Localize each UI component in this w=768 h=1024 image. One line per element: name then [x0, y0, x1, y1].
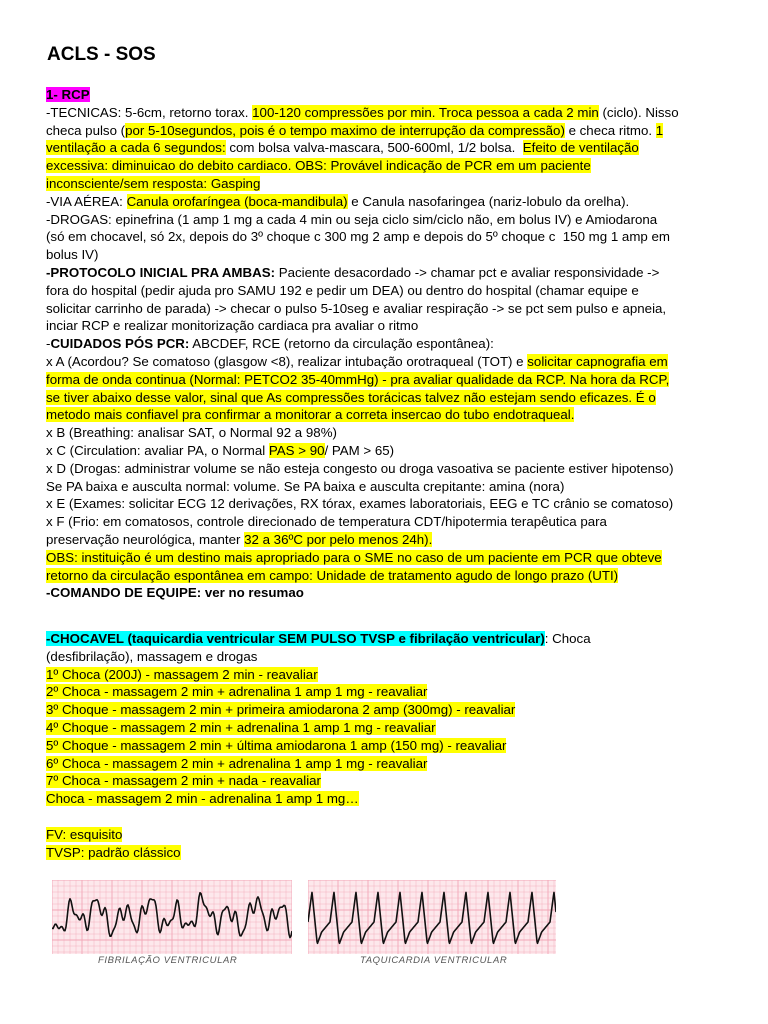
rcp-line [46, 264, 726, 282]
rcp-line [46, 193, 726, 211]
rcp-text-run: 1 [655, 122, 664, 138]
chocavel-text-run: 1º Choca (200J) - massagem 2 min - reavaliar [46, 666, 318, 682]
rcp-line [46, 531, 726, 549]
rcp-text-run: (ciclo). Nisso [598, 104, 679, 120]
rcp-line [46, 246, 726, 264]
rcp-text-run: e checa ritmo. [564, 122, 656, 138]
rcp-line [46, 282, 726, 300]
rcp-text-run: x B (Breathing: analisar SAT, o Normal 92 a 98%) [46, 425, 337, 441]
rcp-line [46, 353, 726, 371]
rcp-text-run: solicitar carrinho de parada) -> checar o pulso 5-10seg e avaliar respiração -> se pct sem pulso e apneia, [46, 300, 667, 316]
rcp-text-run: PAS > 90 [268, 442, 325, 458]
rcp-line [46, 371, 726, 389]
chocavel-text-run: 3º Choque - massagem 2 min + primeira amiodarona 2 amp (300mg) - reavaliar [46, 702, 516, 718]
rcp-text-run: x D (Drogas: administrar volume se não esteja congesto ou droga vasoativa se paciente estiver hipotenso) [46, 460, 674, 476]
chocavel-text-run: Choca - massagem 2 min - adrenalina 1 amp 1 mg… [46, 791, 359, 807]
chocavel-text-run: 4º Choque - massagem 2 min + adrenalina 1 amp 1 mg - reavaliar [46, 719, 436, 735]
rcp-text-run: -TECNICAS: 5-6cm, retorno torax. [46, 104, 253, 120]
rcp-line [46, 495, 726, 513]
rcp-text-run: com bolsa valva-mascara, 500-600ml, 1/2 bolsa. [225, 140, 523, 156]
rcp-line [46, 139, 726, 157]
rcp-line [46, 157, 726, 175]
chocavel-text-run: -CHOCAVEL (taquicardia ventricular SEM PULSO TVSP e fibrilação ventricular) [46, 631, 545, 646]
rcp-text-run: Se PA baixa e ausculta normal: volume. Se PA baixa e ausculta crepitante: amina (nora) [46, 478, 565, 494]
chocavel-line [46, 737, 726, 755]
chocavel-line [46, 755, 726, 773]
rcp-text-run: checa pulso ( [46, 122, 126, 138]
chocavel-text-run: 6º Choca - massagem 2 min + adrenalina 1 amp 1 mg - reavaliar [46, 755, 428, 771]
rcp-line [46, 86, 726, 104]
rcp-text-run: excessiva: diminuicao do debito cardiaco. OBS: Provável indicação de PCR em um paciente [46, 158, 591, 174]
tv-ecg-strip [308, 880, 556, 954]
rcp-text-run: -COMANDO DE EQUIPE: ver no resumao [46, 585, 304, 601]
rcp-text-run: inciar RCP e realizar monitorização cardiaca pra avaliar o ritmo [46, 318, 419, 334]
rcp-text-run: -PROTOCOLO INICIAL PRA AMBAS: [46, 264, 276, 280]
ecg-grid-lines [52, 880, 292, 954]
rcp-text-run: 1- RCP [46, 87, 90, 102]
rcp-line [46, 175, 726, 193]
rcp-line [46, 211, 726, 229]
rcp-line [46, 442, 726, 460]
rcp-line [46, 513, 726, 531]
rcp-line [46, 317, 726, 335]
chocavel-line [46, 683, 726, 701]
chocavel-line [46, 844, 726, 862]
chocavel-line [46, 630, 726, 648]
chocavel-line [46, 808, 726, 826]
chocavel-line [46, 790, 726, 808]
rcp-text-run: / PAM > 65) [324, 442, 395, 458]
rcp-line [46, 406, 726, 424]
rcp-text-run: -DROGAS: epinefrina (1 amp 1 mg a cada 4 min ou seja ciclo sim/ciclo não, em bolus IV) e Amiodarona [46, 211, 658, 227]
rcp-line [46, 300, 726, 318]
rcp-line [46, 335, 726, 353]
rcp-text-run: x E (Exames: solicitar ECG 12 derivações, RX tórax, exames laboratoriais, EEG e TC crânio se comatoso) [46, 496, 674, 512]
rcp-line [46, 122, 726, 140]
fv-ecg-figure [52, 880, 292, 966]
rcp-text-run: bolus IV) [46, 247, 99, 263]
rcp-line [46, 228, 726, 246]
chocavel-text-run: FV: esquisito [46, 826, 123, 842]
chocavel-text-run: 7º Choca - massagem 2 min + nada - reavaliar [46, 773, 321, 789]
chocavel-line [46, 701, 726, 719]
chocavel-line [46, 772, 726, 790]
rcp-text-run: forma de onda continua (Normal: PETCO2 35-40mmHg) - pra avaliar qualidade da RCP. Na hora da RCP, [46, 371, 670, 387]
rcp-line [46, 460, 726, 478]
rcp-text-run: - [46, 336, 51, 352]
tv-ecg-caption: TAQUICARDIA VENTRICULAR [360, 955, 508, 966]
rcp-text-run: ventilação a cada 6 segundos: [46, 140, 226, 156]
rcp-section [46, 86, 726, 602]
rcp-text-run: Canula orofaríngea (boca-mandibula) [126, 193, 348, 209]
chocavel-line [46, 666, 726, 684]
rcp-text-run: x F (Frio: em comatosos, controle direcionado de temperatura CDT/hipotermia terapêutica para [46, 514, 607, 530]
rcp-line [46, 567, 726, 585]
rcp-line [46, 478, 726, 496]
chocavel-line [46, 719, 726, 737]
rcp-line [46, 389, 726, 407]
rcp-text-run: fora do hospital (pedir ajuda pro SAMU 192 e pedir um DEA) ou dentro do hospital (chamar equipe e [46, 282, 639, 298]
rcp-text-run: solicitar capnografia em [527, 353, 668, 369]
rcp-text-run: 100-120 compressões por min. Troca pessoa a cada 2 min [252, 104, 599, 120]
rcp-text-run: por 5-10segundos, pois é o tempo maximo de interrupção da compressão) [125, 122, 565, 138]
chocavel-text-run: (desfibrilação), massagem e drogas [46, 648, 258, 664]
ecg-grid-background [308, 880, 556, 954]
document-title: ACLS - SOS [47, 44, 156, 65]
rcp-text-run: ABCDEF, RCE (retorno da circulação espontânea): [189, 336, 494, 352]
rcp-text-run: OBS: instituição é um destino mais apropriado para o SME no caso de um paciente em PCR que obteve [46, 549, 662, 565]
rcp-text-run: x C (Circulation: avaliar PA, o Normal [46, 442, 269, 458]
chocavel-text-run: 2º Choca - massagem 2 min + adrenalina 1 amp 1 mg - reavaliar [46, 684, 428, 700]
rcp-text-run: inconsciente/sem resposta: Gasping [46, 175, 261, 191]
fv-ecg-strip [52, 880, 292, 954]
tv-ecg-figure [308, 880, 556, 966]
rcp-text-run: retorno da circulação espontânea em campo: Unidade de tratamento agudo de longo prazo (UTI) [46, 567, 619, 583]
rcp-text-run: Efeito de ventilação [522, 140, 639, 156]
rcp-text-run: 32 a 36ºC por pelo menos 24h). [244, 531, 433, 547]
chocavel-line [46, 826, 726, 844]
chocavel-section [46, 630, 726, 861]
chocavel-text-run: 5º Choque - massagem 2 min + última amiodarona 1 amp (150 mg) - reavaliar [46, 737, 507, 753]
rcp-line [46, 104, 726, 122]
rcp-text-run: x A (Acordou? Se comatoso (glasgow <8), realizar intubação orotraqueal (TOT) e [46, 353, 528, 369]
chocavel-text-run: TVSP: padrão clássico [46, 844, 181, 860]
rcp-text-run: e Canula nasofaringea (nariz-lobulo da orelha). [347, 193, 630, 209]
rcp-text-run: Paciente desacordado -> chamar pct e avaliar responsividade -> [275, 264, 660, 280]
rcp-line [46, 584, 726, 602]
rcp-line [46, 424, 726, 442]
chocavel-text-run: : Choca [544, 631, 591, 646]
rcp-text-run: se tiver abaixo desse valor, sinal que As compressões torácicas talvez não estejam sendo eficazes. É o [46, 389, 656, 405]
rcp-text-run: CUIDADOS PÓS PCR: [50, 336, 190, 352]
chocavel-line [46, 648, 726, 666]
fv-ecg-caption: FIBRILAÇÃO VENTRICULAR [98, 955, 238, 966]
rcp-text-run: (só em chocavel, só 2x, depois do 3º choque c 300 mg 2 amp e depois do 5º choque c 150 mg 1 amp em [46, 229, 670, 245]
rcp-text-run: metodo mais confiavel pra confirmar a monitorar a correta insercao do tubo endotraqueal. [46, 407, 575, 423]
rcp-text-run: preservação neurológica, manter [46, 531, 245, 547]
rcp-text-run: -VIA AÉREA: [46, 193, 127, 209]
rcp-line [46, 549, 726, 567]
